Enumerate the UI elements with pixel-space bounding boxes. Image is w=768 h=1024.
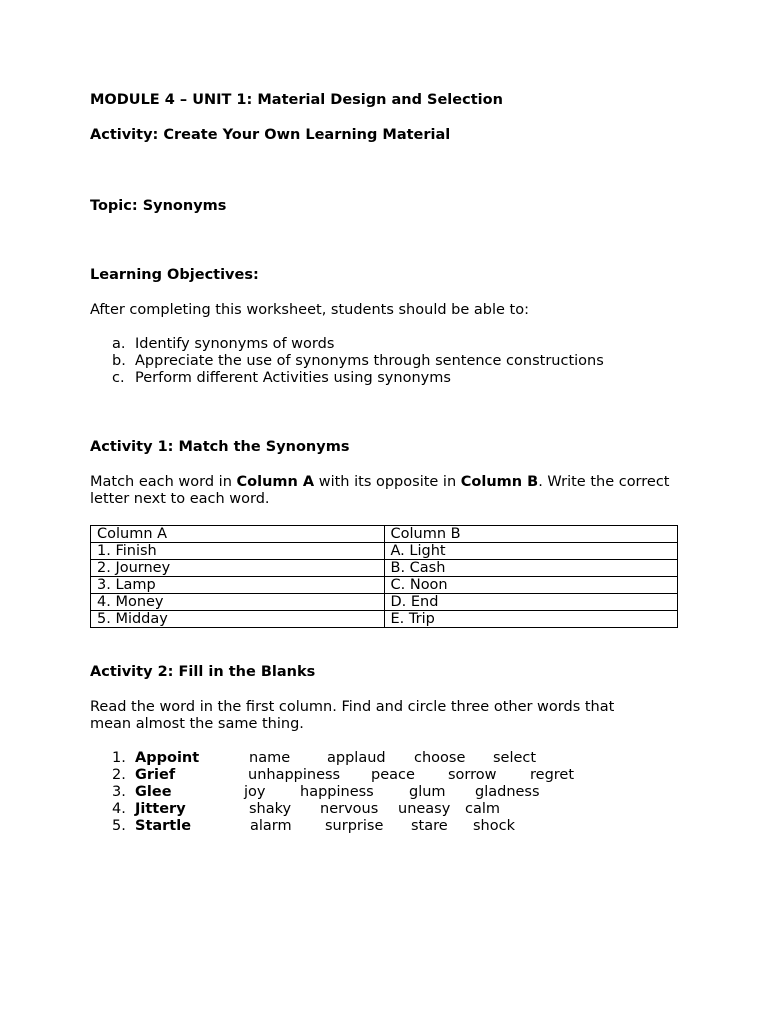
activity1-instr-bold: Column B	[460, 474, 539, 490]
activity-title: Activity: Create Your Own Learning Material	[90, 127, 451, 143]
option-word: stare	[411, 818, 448, 834]
objective-item	[112, 336, 604, 353]
option-word: joy	[244, 784, 266, 800]
table-header-cell: Column B	[384, 526, 678, 543]
option-word: sorrow	[448, 767, 497, 783]
option-word: surprise	[325, 818, 384, 834]
synonym-item	[112, 750, 632, 767]
list-marker: c.	[112, 370, 125, 386]
table-row	[91, 611, 678, 628]
objective-text: Appreciate the use of synonyms through sentence constructions	[135, 353, 604, 369]
table-cell: 3. Lamp	[91, 577, 385, 594]
objective-item	[112, 353, 604, 370]
module-title: MODULE 4 – UNIT 1: Material Design and Selection	[90, 92, 503, 108]
option-word: name	[249, 750, 291, 766]
activity1-instr-text: . Write the correct letter next to each word.	[90, 474, 670, 507]
table-row	[91, 543, 678, 560]
table-row	[91, 594, 678, 611]
synonym-item	[112, 767, 632, 784]
table-cell: D. End	[384, 594, 678, 611]
objective-item	[112, 370, 604, 387]
list-marker: 1.	[112, 750, 126, 766]
synonym-list	[112, 750, 632, 835]
option-word: uneasy	[398, 801, 451, 817]
table-cell: E. Trip	[384, 611, 678, 628]
option-word: shock	[473, 818, 515, 834]
activity1-heading: Activity 1: Match the Synonyms	[90, 439, 350, 455]
list-marker: a.	[112, 336, 126, 352]
table-cell: 5. Midday	[91, 611, 385, 628]
option-word: alarm	[250, 818, 292, 834]
table-header-row	[91, 526, 678, 543]
list-marker: 5.	[112, 818, 126, 834]
activity1-instr-text: Match each word in	[90, 474, 237, 490]
option-word: calm	[465, 801, 501, 817]
target-word: Jittery	[135, 801, 186, 817]
list-marker: 2.	[112, 767, 126, 783]
option-word: shaky	[249, 801, 292, 817]
objectives-list	[112, 336, 604, 387]
target-word: Startle	[135, 818, 192, 834]
target-word: Appoint	[135, 750, 200, 766]
table-cell: 4. Money	[91, 594, 385, 611]
list-marker: b.	[112, 353, 126, 369]
table-cell: B. Cash	[384, 560, 678, 577]
activity1-instructions	[90, 474, 680, 508]
activity2-instructions: Read the word in the first column. Find and circle three other words that mean almost the same thing.	[90, 699, 615, 732]
activity2-heading: Activity 2: Fill in the Blanks	[90, 664, 316, 680]
objectives-intro: After completing this worksheet, students should be able to:	[90, 302, 529, 318]
option-word: applaud	[327, 750, 386, 766]
option-word: peace	[371, 767, 415, 783]
option-word: happiness	[300, 784, 374, 800]
option-word: choose	[414, 750, 466, 766]
topic-heading: Topic: Synonyms	[90, 198, 227, 214]
table-cell: C. Noon	[384, 577, 678, 594]
option-word: gladness	[475, 784, 540, 800]
table-row	[91, 577, 678, 594]
target-word: Glee	[135, 784, 172, 800]
option-word: regret	[530, 767, 575, 783]
option-word: select	[493, 750, 537, 766]
match-table	[90, 525, 678, 628]
table-row	[91, 560, 678, 577]
objectives-heading: Learning Objectives:	[90, 267, 259, 283]
table-cell: 1. Finish	[91, 543, 385, 560]
objective-text: Perform different Activities using synonyms	[135, 370, 451, 386]
synonym-item	[112, 801, 632, 818]
list-marker: 4.	[112, 801, 126, 817]
list-marker: 3.	[112, 784, 126, 800]
table-header-cell: Column A	[91, 526, 385, 543]
option-word: unhappiness	[248, 767, 341, 783]
table-cell: A. Light	[384, 543, 678, 560]
target-word: Grief	[135, 767, 176, 783]
activity1-instr-text: with its opposite in	[314, 474, 461, 490]
activity1-instr-bold: Column A	[236, 474, 315, 490]
synonym-item	[112, 818, 632, 835]
table-cell: 2. Journey	[91, 560, 385, 577]
option-word: glum	[409, 784, 446, 800]
option-word: nervous	[320, 801, 379, 817]
synonym-item	[112, 784, 632, 801]
objective-text: Identify synonyms of words	[135, 336, 335, 352]
